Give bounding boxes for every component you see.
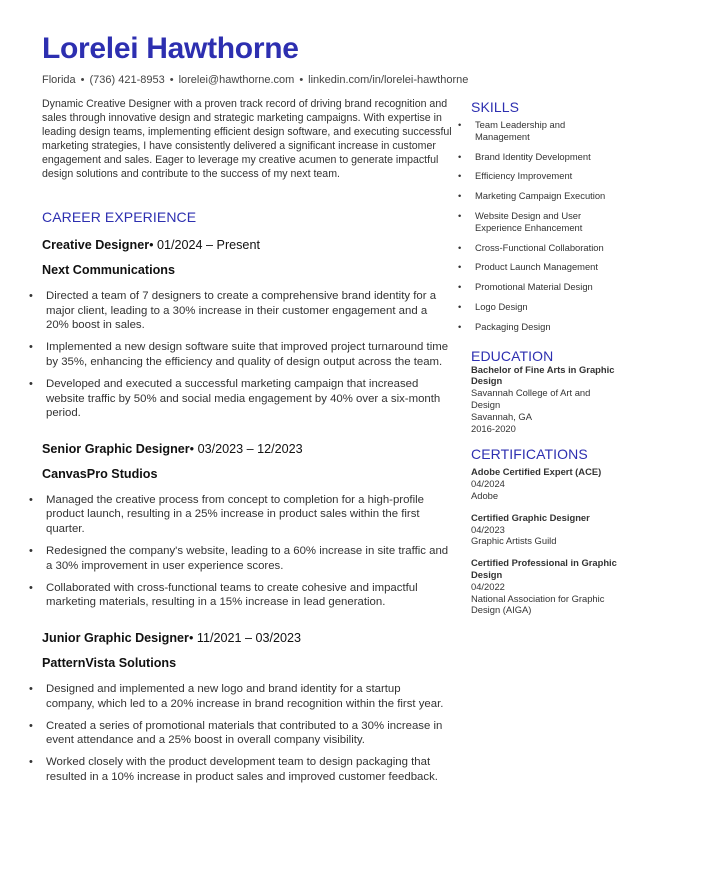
company-name: Next Communications: [42, 263, 175, 277]
job-entry: [29, 238, 452, 421]
education-dates: 2016-2020: [471, 422, 516, 434]
skill-item: • Promotional Material Design: [458, 281, 593, 293]
cert-issuer: National Association for Graphic Design (AIGA): [471, 592, 605, 616]
bullet-item: • Collaborated with cross-functional teams to create cohesive and impactful marketing materials, resulting in a 15% increase in lead generation.: [29, 581, 418, 609]
cert-name: Certified Professional in Graphic Design: [471, 557, 617, 580]
skills-list: [458, 119, 621, 333]
job-role: Junior Graphic Designer: [42, 630, 189, 645]
linkedin-url: linkedin.com/in/lorelei-hawthorne: [308, 74, 469, 86]
job-bullets: [29, 682, 452, 785]
cert-name: Certified Graphic Designer: [471, 511, 590, 523]
skill-item: • Cross-Functional Collaboration: [458, 241, 604, 253]
skill-item: • Website Design and User Experience Enhancement: [458, 209, 583, 233]
certifications-list: [471, 466, 621, 616]
bullet-item: • Worked closely with the product development team to design packaging that resulted in a 10% increase in product sales and improved customer feedback.: [29, 756, 438, 783]
skill-item: • Product Launch Management: [458, 261, 598, 273]
certification-item: [471, 557, 621, 616]
bullet-item: • Redesigned the company's website, leading to a 60% increase in site traffic and a 30% improvement in user experience scores.: [29, 545, 449, 572]
separator: •: [80, 74, 85, 86]
company-name: PatternVista Solutions: [42, 655, 177, 670]
bullet-item: • Implemented a new design software suite that improved project turnaround time by 35%, enhancing the efficiency and quality of design output across the team.: [29, 341, 449, 368]
certifications-section: [471, 446, 621, 616]
skills-section-title: SKILLS: [471, 99, 520, 115]
bullet-item: • Designed and implemented a new logo and brand identity for a startup company, which led to a 20% increase in brand recognition within the first year.: [29, 682, 444, 710]
contact-line: [42, 74, 468, 86]
school-location: Savannah, GA: [471, 410, 532, 422]
bullet-item: • Managed the creative process from concept to completion for a high-profile product launch, resulting in a 25% increase in product sales within the first quarter.: [29, 493, 424, 535]
certification-item: [471, 512, 621, 547]
summary: Dynamic Creative Designer with a proven track record of driving brand recognition and sales through innovative design and strategic marketing campaigns. With expertise in leading design teams, implementing efficient design software, and executing successful marketing strategies, I have consistently delivered a significant increase in customer engagement and sales. Eager to leverage my creative acumen to generate impactful design solutions and contribute to the success of my next team.: [42, 98, 452, 180]
cert-name: Adobe Certified Expert (ACE): [471, 466, 602, 478]
bullet-item: • Created a series of promotional materials that contributed to a 30% increase in event attendance and a 25% boost in overall company visibility.: [29, 719, 443, 747]
job-header: [42, 442, 452, 456]
location: Florida: [42, 74, 76, 86]
school: Savannah College of Art and Design: [471, 387, 591, 410]
job-bullets: [29, 289, 452, 421]
candidate-name: Lorelei Hawthorne: [42, 32, 299, 65]
cert-issuer: Adobe: [471, 489, 499, 501]
bullet-item: • Directed a team of 7 designers to create a comprehensive brand identity for a major client, leading to a 30% increase in their customer engagement and a 20% boost in sales.: [29, 290, 437, 332]
certifications-section-title: CERTIFICATIONS: [471, 446, 588, 463]
job-header: [42, 631, 452, 645]
cert-date: 04/2022: [471, 580, 505, 592]
job-dates: • 01/2024 – Present: [149, 238, 260, 252]
degree: Bachelor of Fine Arts in Graphic Design: [471, 363, 615, 387]
cert-issuer: Graphic Artists Guild: [471, 535, 557, 547]
job-dates: • 03/2023 – 12/2023: [189, 441, 303, 456]
education-section-title: EDUCATION: [471, 347, 554, 364]
skill-item: • Brand Identity Development: [458, 150, 591, 162]
skill-item: • Team Leadership and Management: [458, 119, 566, 142]
bullet-item: • Developed and executed a successful marketing campaign that increased website traffic by 50% and social media engagement by 40% over a six-month period.: [29, 377, 441, 420]
education-section: [471, 348, 621, 435]
skill-item: • Logo Design: [458, 300, 528, 312]
certification-item: [471, 466, 621, 501]
cert-date: 04/2023: [471, 523, 505, 535]
separator: •: [299, 74, 304, 86]
experience-section-title: CAREER EXPERIENCE: [42, 209, 197, 225]
job-dates: • 11/2021 – 03/2023: [188, 630, 301, 645]
cert-date: 04/2024: [471, 478, 505, 490]
company-name: CanvasPro Studios: [42, 466, 158, 481]
job-entry: [29, 441, 452, 610]
separator: •: [169, 74, 174, 86]
sidebar-column: [458, 99, 621, 626]
job-bullets: [29, 493, 452, 610]
main-column: [29, 97, 452, 792]
job-header: [42, 238, 452, 252]
skill-item: • Marketing Campaign Execution: [458, 190, 606, 202]
skill-item: • Efficiency Improvement: [458, 170, 573, 182]
job-role: Senior Graphic Designer: [42, 441, 190, 456]
phone: (736) 421-8953: [89, 74, 165, 86]
job-entry: [29, 630, 452, 785]
job-role: Creative Designer: [42, 238, 150, 252]
email: lorelei@hawthorne.com: [178, 74, 295, 86]
skill-item: • Packaging Design: [458, 320, 551, 332]
